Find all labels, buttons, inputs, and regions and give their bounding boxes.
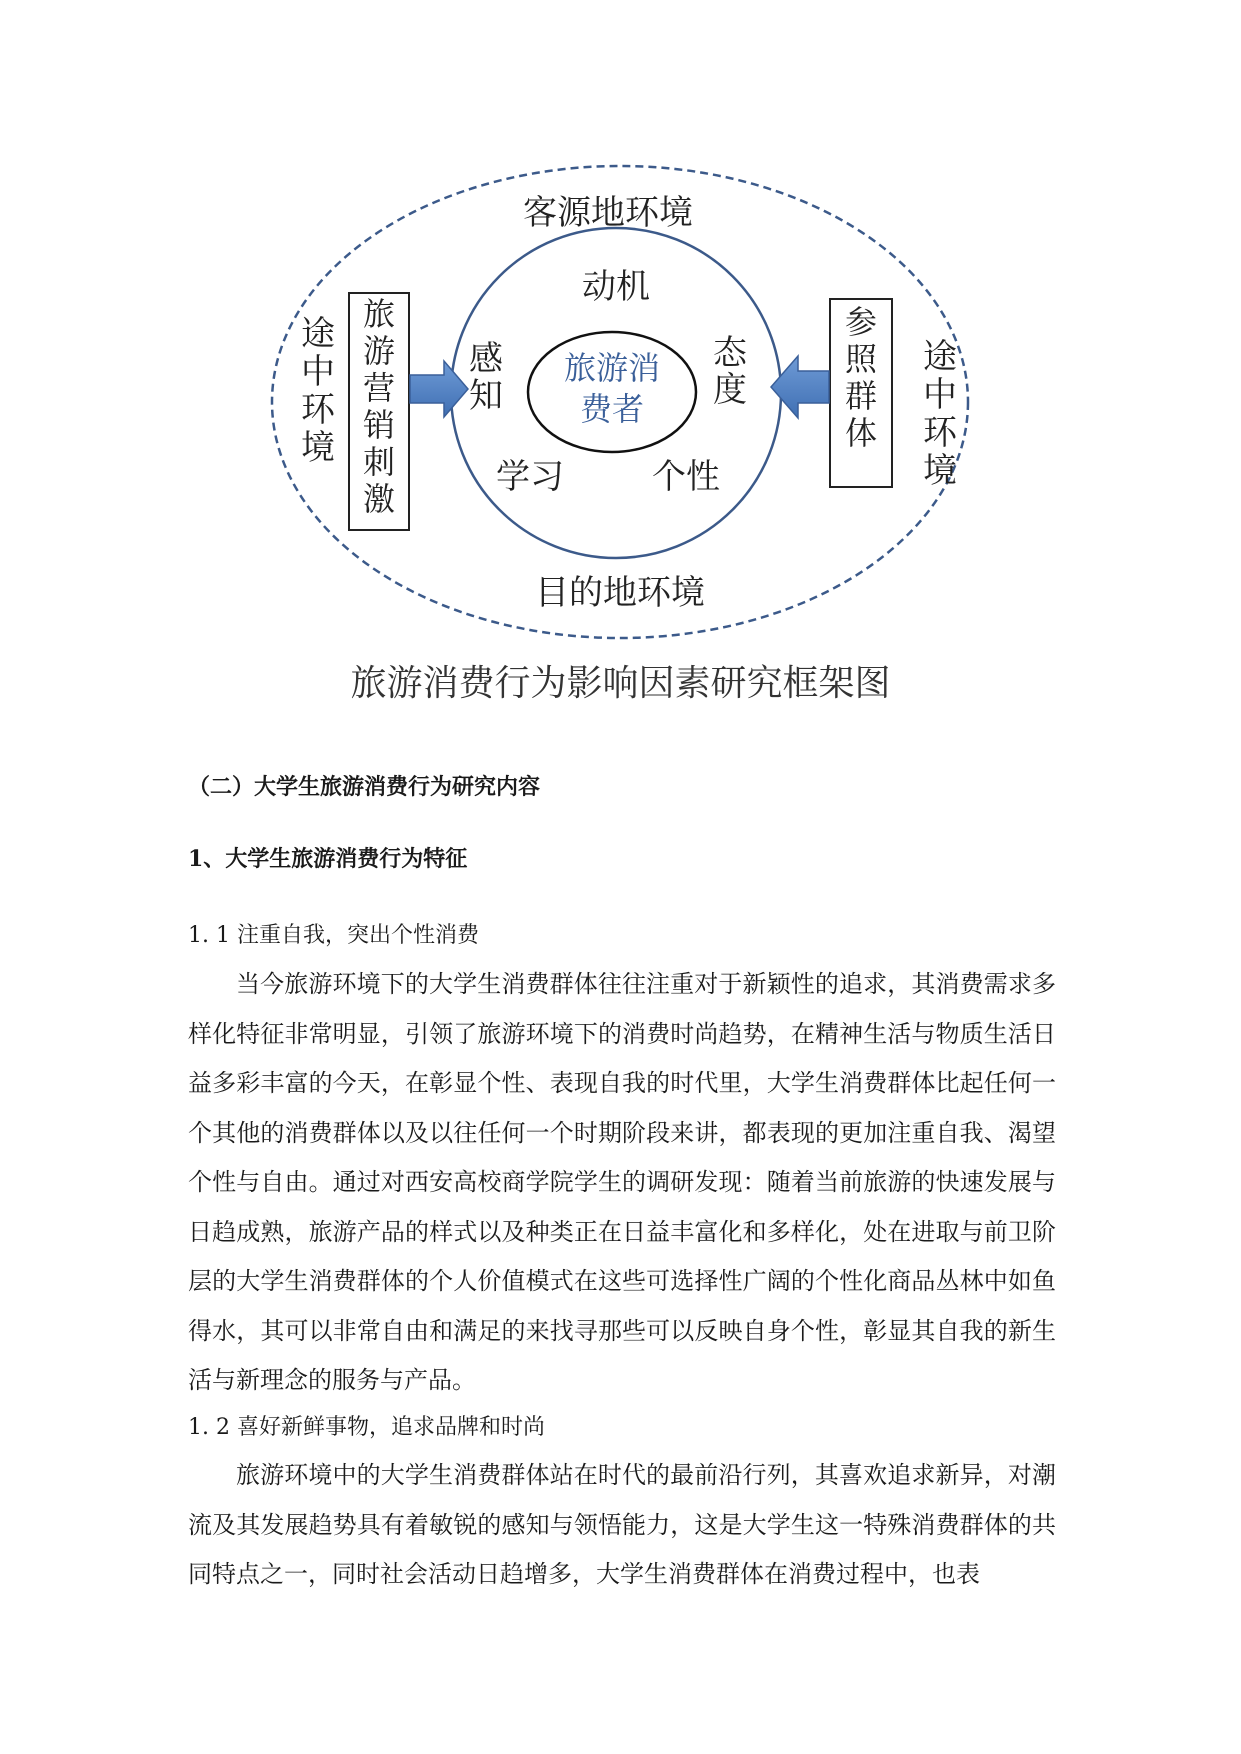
item-1-1-title: 1. 1 注重自我，突出个性消费 (188, 923, 479, 948)
framework-diagram (0, 0, 1241, 650)
marketing-stimulus-label: 旅游营销刺激 (362, 295, 396, 518)
attitude-label: 态度 (713, 333, 747, 410)
reference-group-label: 参照群体 (844, 303, 878, 452)
section-heading: （二）大学生旅游消费行为研究内容 (188, 774, 541, 800)
item-1-2-paragraph: 旅游环境中的大学生消费群体站在时代的最前沿行列，其喜欢追求新异，对潮流及其发展趋势具有着敏锐的感知与领悟能力，这是大学生这一特殊消费群体的共同特点之一，同时社会活动日趋增多，大学生消费群体在消费过程中，也表 (188, 1461, 1056, 1588)
right-transit-environment-label: 途中环境 (923, 337, 957, 491)
item-1-1-paragraph: 当今旅游环境下的大学生消费群体往往注重对于新颖性的追求，其消费需求多样化特征非常明显，引领了旅游环境下的消费时尚趋势，在精神生活与物质生活日益多彩丰富的今天，在彰显个性、表现自我的时代里，大学生消费群体比起任何一个其他的消费群体以及以往任何一个时期阶段来讲，都表现的更加注重自我、渴望个性与自由。通过对西安高校商学院学生的调研发现：随着当前旅游的快速发展与日趋成熟，旅游产品的样式以及种类正在日益丰富化和多样化，处在进取与前卫阶层的大学生消费群体的个人价值模式在这些可选择性广阔的个性化商品丛林中如鱼得水，其可以非常自由和满足的来找寻那些可以反映自身个性，彰显其自我的新生活与新理念的服务与产品。 (188, 970, 1056, 1394)
subsection-heading: 1、大学生旅游消费行为特征 (188, 846, 468, 872)
destination-environment-label: 目的地环境 (535, 573, 705, 613)
item-1-2-title: 1. 2 喜好新鲜事物，追求品牌和时尚 (188, 1415, 545, 1440)
left-arrow (410, 361, 468, 417)
tourism-consumer-label-line2: 费者 (579, 390, 645, 428)
origin-environment-label: 客源地环境 (523, 193, 693, 233)
learning-label: 学习 (496, 457, 564, 497)
perception-label: 感知 (469, 339, 503, 416)
diagram-caption: 旅游消费行为影响因素研究框架图 (350, 663, 891, 704)
motivation-label: 动机 (582, 267, 650, 307)
left-transit-environment-label: 途中环境 (301, 314, 335, 468)
personality-label: 个性 (652, 457, 720, 497)
tourism-consumer-label-line1: 旅游消 (563, 349, 661, 387)
